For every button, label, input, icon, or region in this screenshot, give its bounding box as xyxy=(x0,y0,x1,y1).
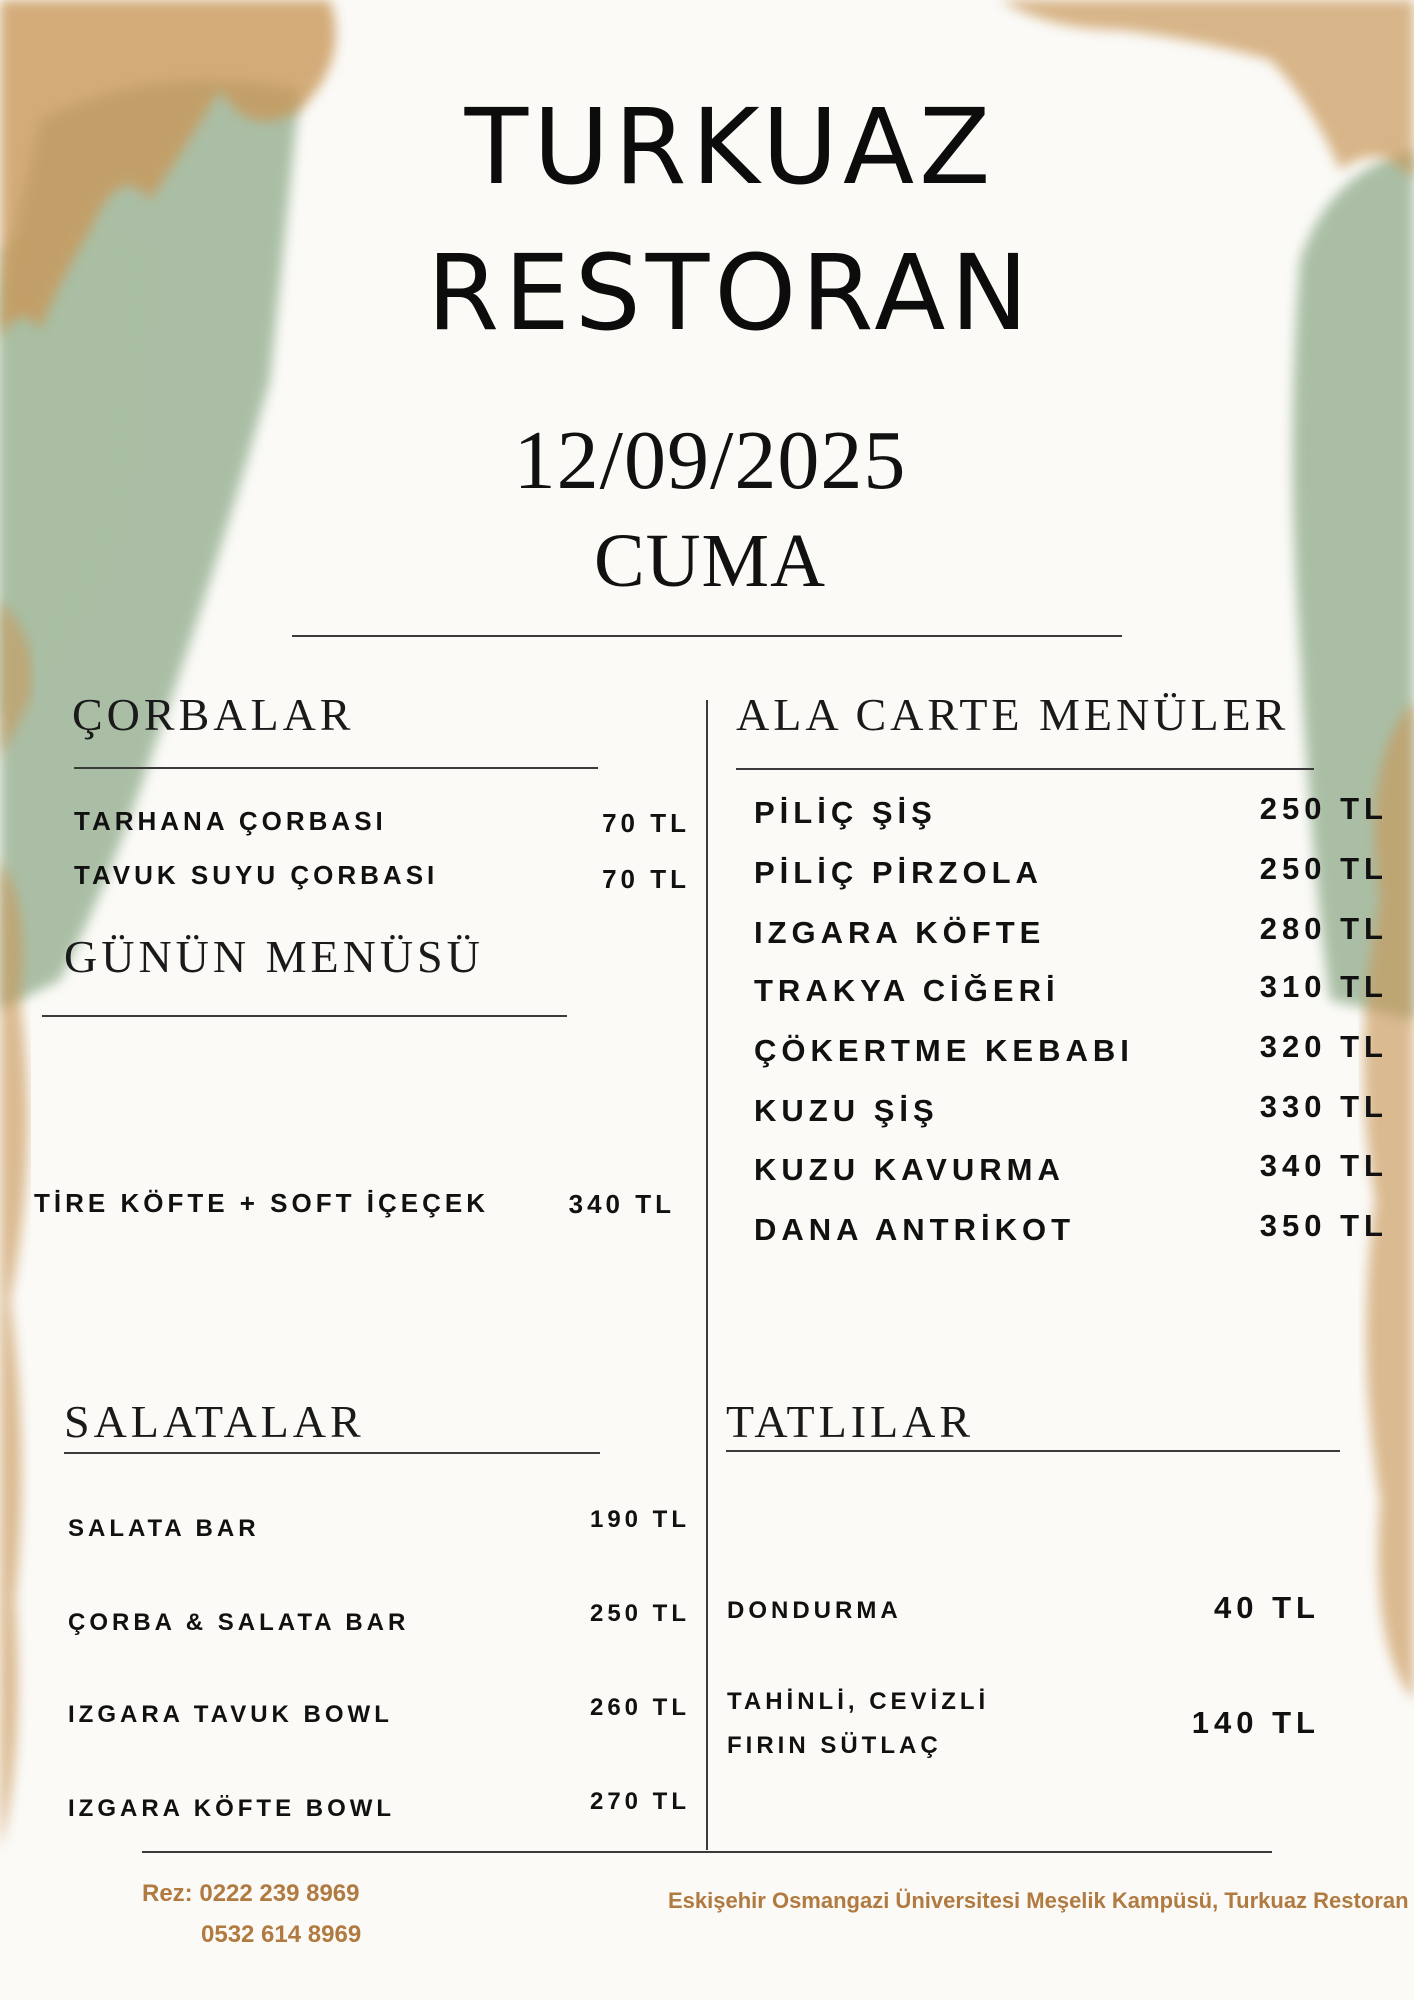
column-divider xyxy=(706,700,708,1850)
reservation-phone-1: Rez: 0222 239 8969 xyxy=(142,1880,360,1907)
menu-item-price: 340 TL xyxy=(568,1189,675,1219)
menu-item-price: 250 TL xyxy=(589,1600,690,1627)
menu-item-name: TARHANA ÇORBASI xyxy=(74,806,387,836)
menu-item-price: 320 TL xyxy=(1259,1029,1388,1064)
address: Eskişehir Osmangazi Üniversitesi Meşelik Kampüsü, Turkuaz Restoran xyxy=(668,1888,1409,1913)
menu-item-name: TRAKYA CİĞERİ xyxy=(754,973,1060,1008)
menu-item-price: 40 TL xyxy=(1214,1590,1320,1625)
menu-item-name: IZGARA TAVUK BOWL xyxy=(68,1701,393,1728)
menu-item-price: 280 TL xyxy=(1259,911,1388,946)
menu-item-price: 70 TL xyxy=(602,808,690,838)
menu-item-name-line1: TAHİNLİ, CEVİZLİ xyxy=(727,1688,990,1715)
gunun-menusu-divider xyxy=(42,1015,567,1017)
section-title-gunun-menusu: GÜNÜN MENÜSÜ xyxy=(64,931,484,982)
salatalar-divider xyxy=(64,1452,600,1454)
section-title-salatalar: SALATALAR xyxy=(64,1396,365,1447)
menu-item-price: 310 TL xyxy=(1259,969,1388,1004)
menu-item-price: 260 TL xyxy=(589,1694,690,1721)
menu-item-name: DONDURMA xyxy=(727,1597,902,1624)
menu-item-name: PİLİÇ PİRZOLA xyxy=(754,855,1043,890)
menu-item-name: DANA ANTRİKOT xyxy=(754,1212,1076,1247)
menu-item-name: ÇÖKERTME KEBABI xyxy=(754,1033,1134,1068)
menu-item-name: IZGARA KÖFTE xyxy=(754,915,1046,950)
menu-item-price: 70 TL xyxy=(602,864,690,894)
menu-item-name: SALATA BAR xyxy=(68,1515,260,1542)
section-title-tatlilar: TATLILAR xyxy=(726,1396,975,1447)
menu-item-name: KUZU KAVURMA xyxy=(754,1152,1065,1187)
restaurant-name-line1: TURKUAZ xyxy=(464,86,996,208)
menu-item-price: 340 TL xyxy=(1259,1148,1388,1183)
tatlilar-divider xyxy=(726,1450,1340,1452)
menu-item-name: PİLİÇ ŞİŞ xyxy=(754,795,937,830)
header-divider xyxy=(292,635,1122,637)
menu-item-name: TİRE KÖFTE + SOFT İÇEÇEK xyxy=(34,1188,489,1218)
menu-item-price: 250 TL xyxy=(1259,851,1388,886)
menu-item-name: KUZU ŞİŞ xyxy=(754,1093,939,1128)
section-title-ala-carte: ALA CARTE MENÜLER xyxy=(736,689,1290,740)
menu-item-name: IZGARA KÖFTE BOWL xyxy=(68,1795,396,1822)
menu-item-price: 190 TL xyxy=(589,1506,690,1533)
menu-item-name: TAVUK SUYU ÇORBASI xyxy=(74,860,439,890)
ala-carte-divider xyxy=(736,768,1314,770)
menu-item-price: 140 TL xyxy=(1191,1705,1320,1740)
menu-day: CUMA xyxy=(593,519,827,603)
menu-item-price: 330 TL xyxy=(1259,1089,1388,1124)
corbalar-divider xyxy=(74,767,598,769)
section-title-corbalar: ÇORBALAR xyxy=(72,689,355,740)
footer-divider xyxy=(142,1851,1272,1853)
menu-item-name-line2: FIRIN SÜTLAÇ xyxy=(727,1732,942,1759)
restaurant-name-line2: RESTORAN xyxy=(426,232,1034,354)
menu-item-name: ÇORBA & SALATA BAR xyxy=(68,1609,410,1636)
menu-item-price: 270 TL xyxy=(589,1788,690,1815)
reservation-phone-2: 0532 614 8969 xyxy=(201,1921,362,1948)
menu-item-price: 350 TL xyxy=(1259,1208,1388,1243)
menu-date: 12/09/2025 xyxy=(513,414,907,507)
menu-item-price: 250 TL xyxy=(1259,791,1388,826)
